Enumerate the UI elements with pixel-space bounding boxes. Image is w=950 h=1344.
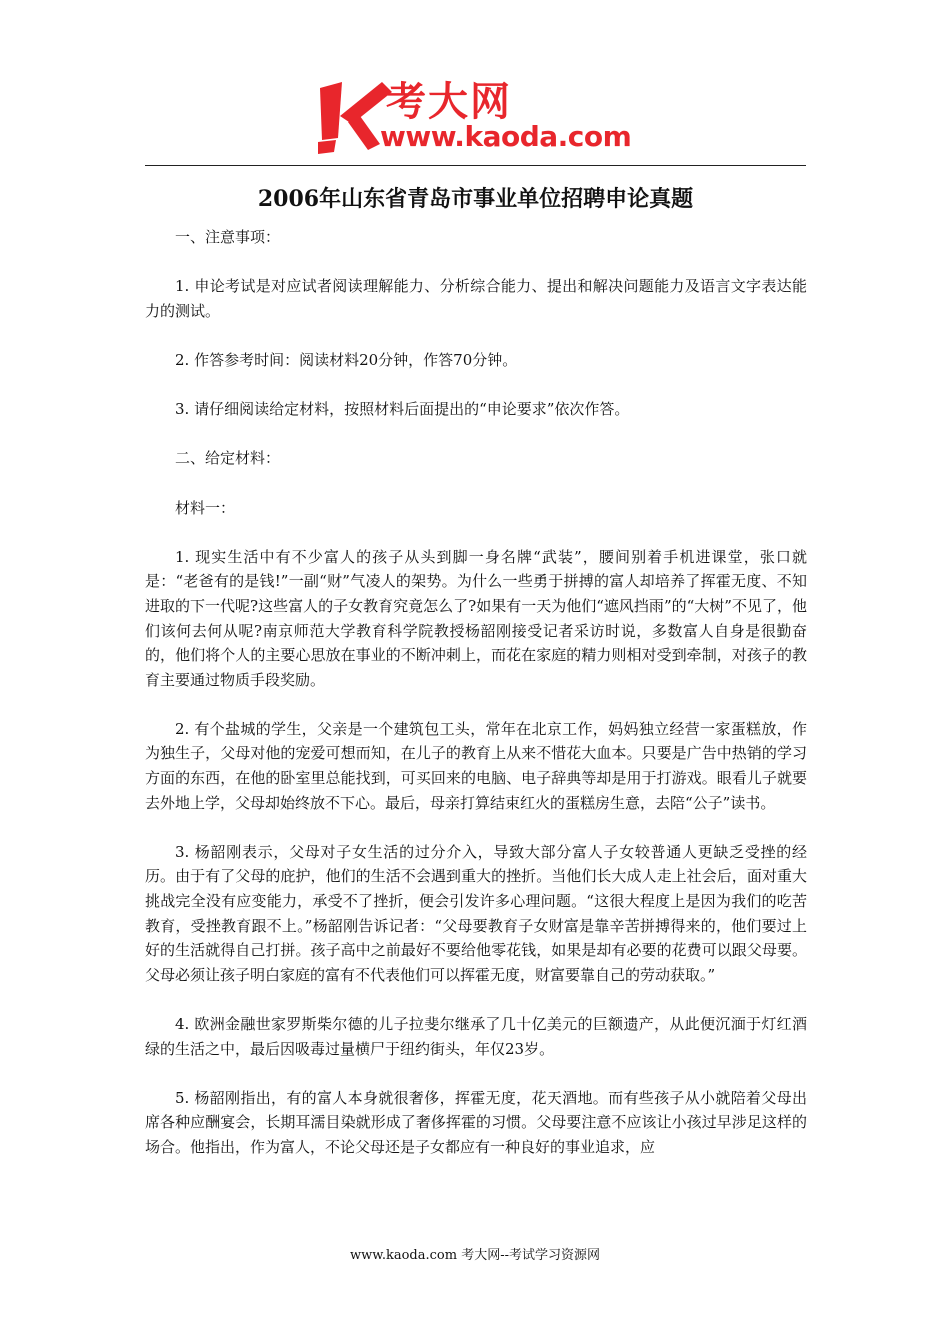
logo-url-text: www.kaoda.com xyxy=(380,120,632,153)
paragraph: 1. 申论考试是对应试者阅读理解能力、分析综合能力、提出和解决问题能力及语言文字表达能力的测试。 xyxy=(145,277,807,320)
paragraph: 4. 欧洲金融世家罗斯柴尔德的儿子拉斐尔继承了几十亿美元的巨额遗产，从此便沉湎于灯红酒绿的生活之中，最后因吸毒过量横尸于纽约街头，年仅23岁。 xyxy=(145,1015,807,1058)
document-title: 2006年山东省青岛市事业单位招聘申论真题 xyxy=(257,186,694,212)
paragraph: 一、注意事项： xyxy=(175,228,281,246)
paragraph: 3. 请仔细阅读给定材料，按照材料后面提出的“申论要求”依次作答。 xyxy=(175,400,630,419)
logo-brand-text: 考大网 xyxy=(386,79,512,125)
paragraph: 1. 现实生活中有不少富人的孩子从头到脚一身名牌“武装”，腰间别着手机进课堂，张口就是：“老爸有的是钱!”一副“财”气凌人的架势。为什么一些勇于拼搏的富人却培养了挥霍无度、不知进取的下一代呢?这些富人的子女教育究竟怎么了?如果有一天为他们“遮风挡雨”的“大树”不见了，他们该何去何从呢?南京师范大学教育科学院教授杨韶刚接受记者采访时说，多数富人自身是很勤奋的，他们将个人的主要心思放在事业的不断冲刺上，而花在家庭的精力则相对受到牵制，对孩子的教育主要通过物质手段奖励。 xyxy=(145,547,807,689)
header-divider xyxy=(145,165,806,166)
paragraph: 3. 杨韶刚表示，父母对子女生活的过分介入，导致大部分富人子女较普通人更缺乏受挫的经历。由于有了父母的庇护，他们的生活不会遇到重大的挫折。当他们长大成人走上社会后，面对重大挑战完全没有应变能力，承受不了挫折，便会引发许多心理问题。“这很大程度上是因为我们的吃苦教育，受挫教育跟不上。”杨韶刚告诉记者：“父母要教育子女财富是靠辛苦拼搏得来的，他们要过上好的生活就得自己打拼。孩子高中之前最好不要给他零花钱，如果是却有必要的花费可以跟父母要。父母必须让孩子明白家庭的富有不代表他们可以挥霍无度，财富要靠自己的劳动获取。” xyxy=(145,842,807,984)
kaoda-logo xyxy=(318,78,648,158)
paragraph: 5. 杨韶刚指出，有的富人本身就很奢侈，挥霍无度，花天酒地。而有些孩子从小就陪着父母出席各种应酬宴会，长期耳濡目染就形成了奢侈挥霍的习惯。父母要注意不应该让小孩过早涉足这样的场合。他指出，作为富人，不论父母还是子女都应有一种良好的事业追求，应 xyxy=(145,1088,807,1156)
paragraph: 二、给定材料： xyxy=(175,449,281,468)
paragraph: 材料一： xyxy=(175,498,236,517)
document-body xyxy=(145,225,807,1184)
paragraph: 2. 作答参考时间：阅读材料20分钟，作答70分钟。 xyxy=(175,350,518,369)
paragraph: 2. 有个盐城的学生，父亲是一个建筑包工头，常年在北京工作，妈妈独立经营一家蛋糕放，作为独生子，父母对他的宠爱可想而知，在儿子的教育上从来不惜花大血本。只要是广告中热销的学习方面的东西，在他的卧室里总能找到，可买回来的电脑、电子辞典等却是用于打游戏。眼看儿子就要去外地上学，父母却始终放不下心。最后，母亲打算结束红火的蛋糕房生意，去陪“公子”读书。 xyxy=(145,719,807,812)
page-footer: www.kaoda.com 考大网--考试学习资源网 xyxy=(350,1248,600,1263)
